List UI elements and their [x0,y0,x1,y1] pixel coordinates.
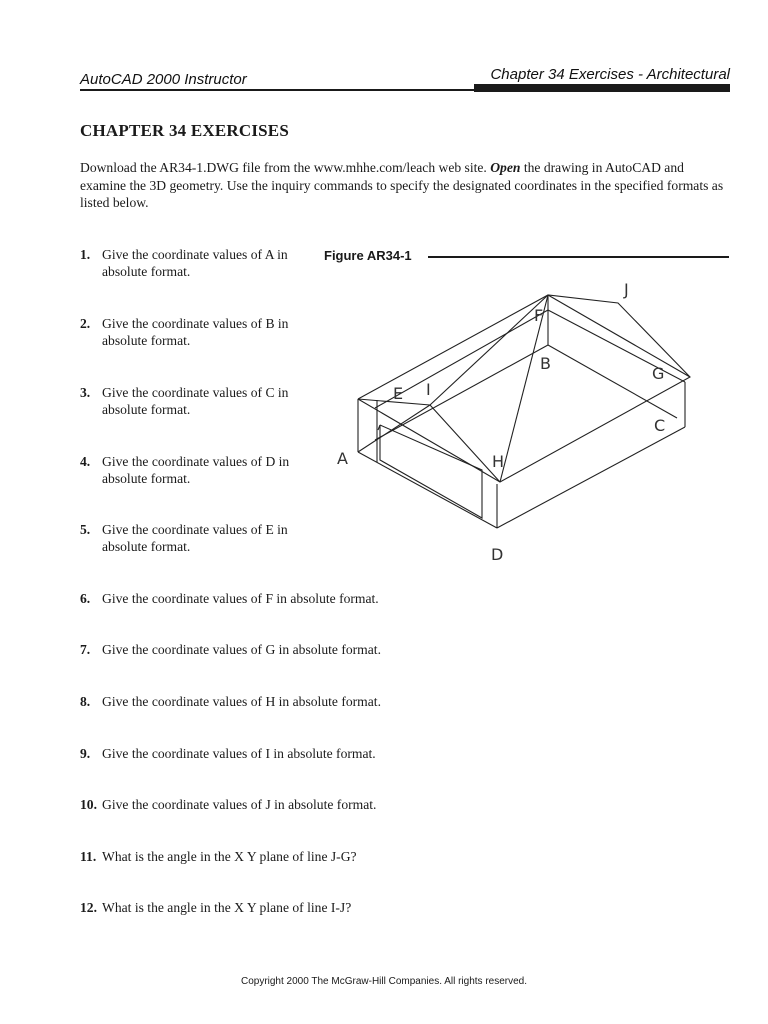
question-9: 9. Give the coordinate values of I in absolute format. [80,746,376,761]
point-label-f: F [534,306,544,325]
point-label-c: C [654,416,666,435]
point-label-a: A [337,449,348,468]
question-6: 6. Give the coordinate values of F in absolute format. [80,591,379,606]
point-label-b: B [540,354,551,373]
page-title: CHAPTER 34 EXERCISES [80,121,289,140]
question-7: 7. Give the coordinate values of G in absolute format. [80,642,381,657]
question-8: 8. Give the coordinate values of H in absolute format. [80,694,381,709]
open-command: Open [490,160,521,175]
question-11: 11. What is the angle in the X Y plane of line J-G? [80,849,357,864]
question-12: 12. What is the angle in the X Y plane of line I-J? [80,900,352,915]
header-chapter-title: Chapter 34 Exercises - Architectural [490,66,730,83]
intro-paragraph: Download the AR34-1.DWG file from the www.mhhe.com/leach web site. Open the drawing in AutoCAD and examine the 3D geometry. Use the inquiry commands to specify the designated coordinates in the specified formats as listed below. [80,160,724,210]
point-label-g: G [652,364,665,383]
point-label-j: J [624,280,629,299]
point-label-i: I [426,380,431,399]
question-4: 4. Give the coordinate values of D in absolute format. [80,454,290,486]
figure-label: Figure AR34-1 [324,248,412,263]
copyright-footer: Copyright 2000 The McGraw-Hill Companies. All rights reserved. [240,976,528,987]
point-label-e: E [393,384,404,403]
question-1: 1. Give the coordinate values of A in absolute format. [80,247,288,279]
point-label-h: H [492,452,505,471]
header-book-title: AutoCAD 2000 Instructor [80,71,247,88]
question-5: 5. Give the coordinate values of E in absolute format. [80,522,288,554]
point-label-d: D [491,545,504,564]
question-3: 3. Give the coordinate values of C in absolute format. [80,385,289,417]
question-10: 10. Give the coordinate values of J in absolute format. [80,797,377,812]
question-2: 2. Give the coordinate values of B in absolute format. [80,316,289,348]
